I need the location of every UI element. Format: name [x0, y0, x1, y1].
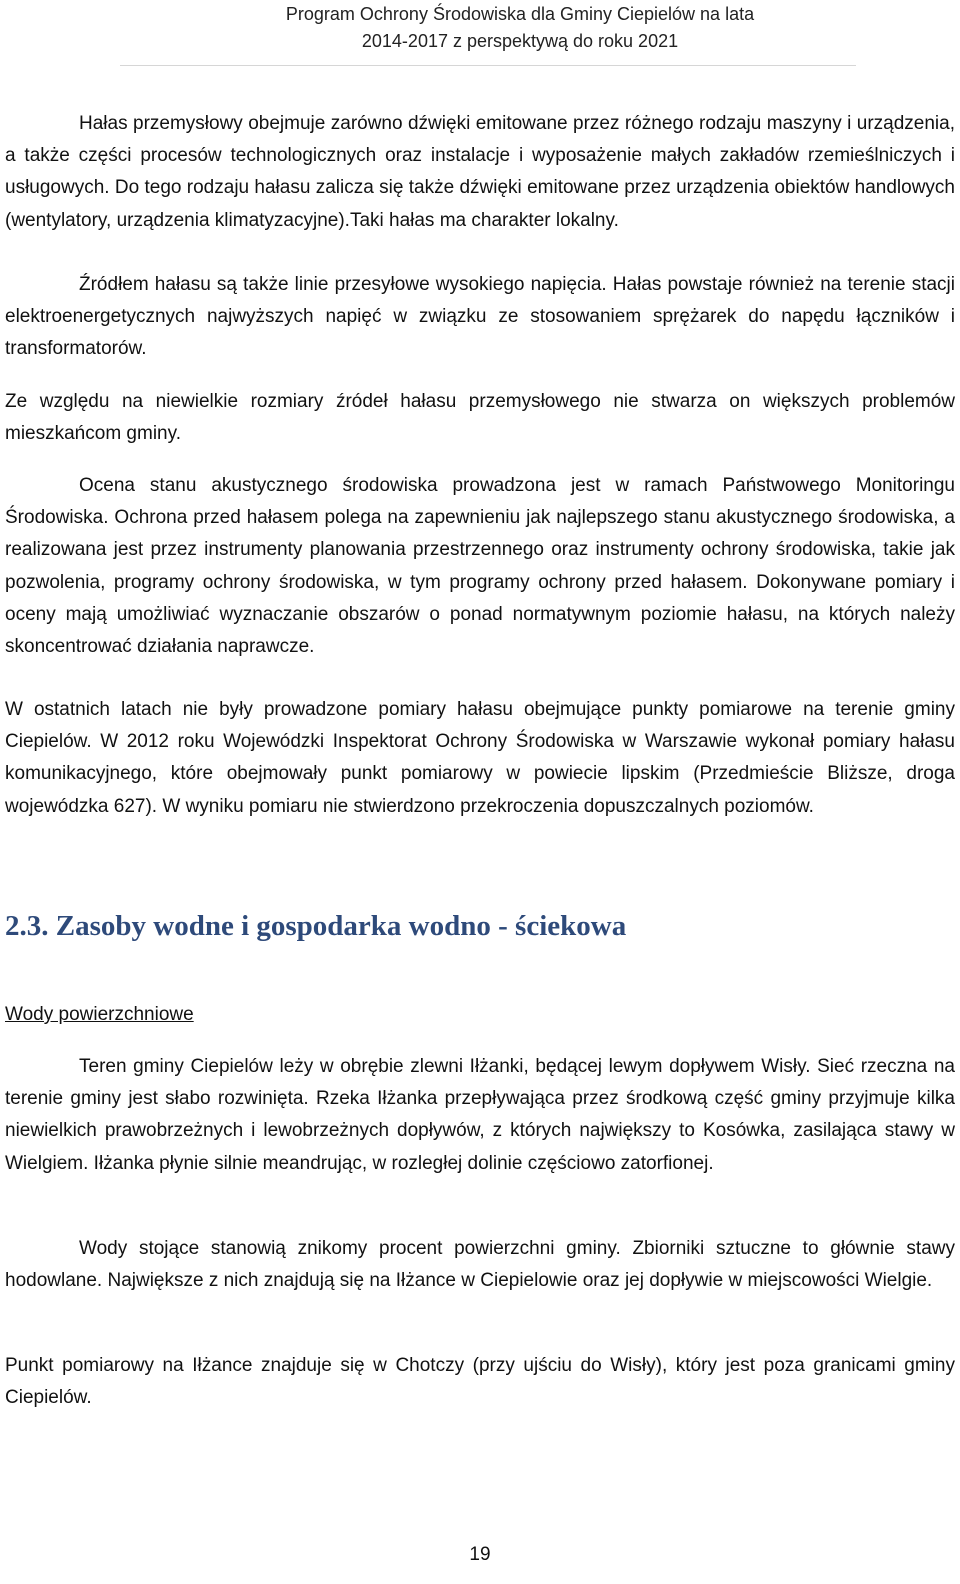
paragraph-power-lines-noise: Źródłem hałasu są także linie przesyłowe wysokiego napięcia. Hałas powstaje również na terenie stacji elektroenergetycznych najwyższych napięć w związku ze stosowaniem sprężarek do napędu łączników i transformatorów.: [5, 274, 955, 360]
header-title-line1: Program Ochrony Środowiska dla Gminy Ciepielów na lata: [285, 4, 755, 24]
header-divider: [120, 65, 856, 66]
subsection-heading: Wody powierzchniowe: [5, 1004, 194, 1025]
paragraph-surface-waters: Teren gminy Ciepielów leży w obrębie zlewni Iłżanki, będącej lewym dopływem Wisły. Sieć rzeczna na terenie gminy jest słabo rozwinięta. Rzeka Iłżanka przepływająca przez środkową część gminy przyjmuje kilka niewielkich prawobrzeżnych i lewobrzeżnych dopływów, z których największy to Kosówka, zasilająca stawy w Wielgiem. Iłżanka płynie silnie meandrując, w rozległej dolinie częściowo zatorfionej.: [5, 1056, 955, 1174]
paragraph-measurement-point: Punkt pomiarowy na Iłżance znajduje się w Chotczy (przy ujściu do Wisły), który jest poza granicami gminy Ciepielów.: [5, 1355, 955, 1409]
paragraph-noise-sources-size: Ze względu na niewielkie rozmiary źródeł hałasu przemysłowego nie stwarza on większych problemów mieszkańcom gminy.: [5, 391, 955, 445]
page-number: 19: [469, 1544, 491, 1565]
paragraph-noise-measurements: W ostatnich latach nie były prowadzone pomiary hałasu obejmujące punkty pomiarowe na terenie gminy Ciepielów. W 2012 roku Wojewódzki Inspektorat Ochrony Środowiska w Warszawie wykonał pomiary hałasu komunikacyjnego, które obejmowały punkt pomiarowy w powiecie lipskim (Przedmieście Bliższe, droga wojewódzka 627). W wyniku pomiaru nie stwierdzono przekroczenia dopuszczalnych poziomów.: [5, 699, 955, 817]
section-heading: 2.3. Zasoby wodne i gospodarka wodno - ściekowa: [5, 910, 627, 942]
paragraph-standing-waters: Wody stojące stanowią znikomy procent powierzchni gminy. Zbiorniki sztuczne to głównie stawy hodowlane. Największe z nich znajdują się na Iłżance w Ciepielowie oraz jej dopływie w miejscowości Wielgie.: [5, 1238, 955, 1292]
page-header: [170, 0, 870, 55]
paragraph-acoustic-assessment: Ocena stanu akustycznego środowiska prowadzona jest w ramach Państwowego Monitoringu Środowiska. Ochrona przed hałasem polega na zapewnieniu jak najlepszego stanu akustycznego środowiska, a realizowana jest przez instrumenty planowania przestrzennego oraz instrumenty ochrony środowiska, takie jak pozwolenia, programy ochrony środowiska, w tym programy ochrony przed hałasem. Dokonywane pomiary i oceny mają umożliwiać wyznaczanie obszarów o ponad normatywnym poziomie hałasu, na których należy skoncentrować działania naprawcze.: [5, 475, 955, 658]
paragraph-industrial-noise: Hałas przemysłowy obejmuje zarówno dźwięki emitowane przez różnego rodzaju maszyny i urządzenia, a także części procesów technologicznych oraz instalacje i wyposażenie małych zakładów rzemieślniczych i usługowych. Do tego rodzaju hałasu zalicza się także dźwięki emitowane przez urządzenia obiektów handlowych (wentylatory, urządzenia klimatyzacyjne).Taki hałas ma charakter lokalny.: [5, 113, 955, 231]
header-title-line2: 2014-2017 z perspektywą do roku 2021: [361, 31, 679, 51]
